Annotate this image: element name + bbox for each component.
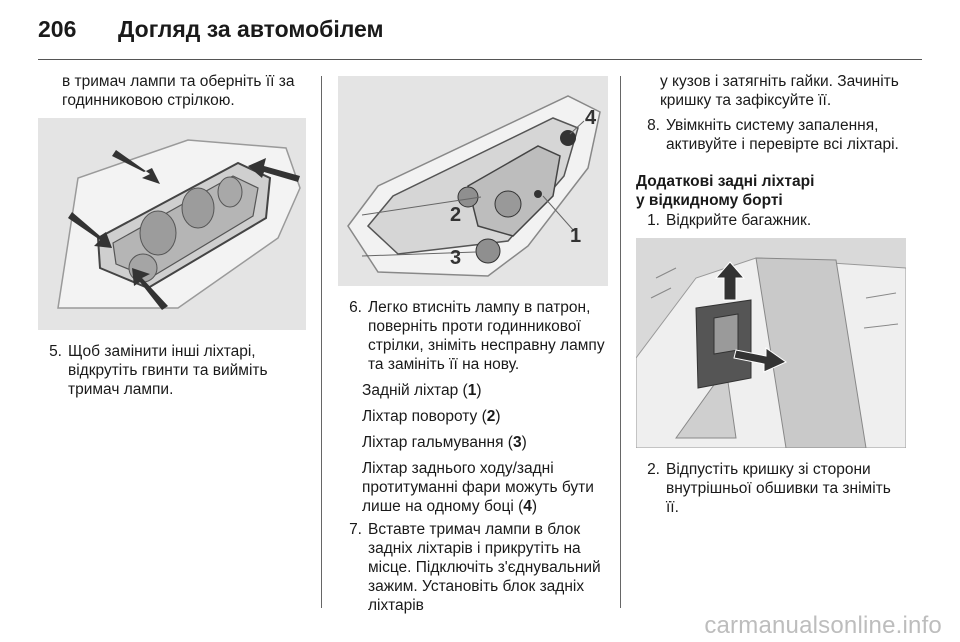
continued-text: у кузов і затягніть гайки. Зачиніть кришку та зафіксуйте її. bbox=[660, 73, 899, 109]
page-number: 206 bbox=[38, 16, 77, 42]
intro-text: в тримач лампи та оберніть її за годинниковою стрілкою. bbox=[62, 73, 295, 109]
step-6-text: Легко втисніть лампу в патрон, поверніть проти годинникової стрілки, зніміть несправну лампу та замініть її на нову. bbox=[368, 299, 605, 373]
lamp-tail: Задній ліхтар (1) bbox=[362, 382, 482, 399]
callout-4: 4 bbox=[585, 107, 597, 129]
step-8 bbox=[636, 116, 906, 154]
step-2-number: 2. bbox=[647, 461, 660, 478]
step-8-text: Увімкніть систему запалення, активуйте і перевірте всі ліхтарі. bbox=[666, 117, 899, 153]
step-8-number: 8. bbox=[647, 117, 660, 134]
watermark: carmanualsonline.info bbox=[704, 612, 942, 639]
figure-bulb-positions bbox=[338, 76, 608, 286]
step-2 bbox=[636, 460, 906, 517]
column-divider-right bbox=[620, 76, 621, 608]
column-2 bbox=[338, 76, 608, 615]
header-rule bbox=[38, 59, 922, 60]
callout-2: 2 bbox=[450, 204, 462, 226]
step-7-text: Вставте тримач лампи в блок задніх ліхтарів і прикрутіть на місце. Підключіть з'єднувальний зажим. Установіть блок задніх ліхтарів bbox=[368, 521, 601, 614]
figure-lamp-holder bbox=[38, 118, 306, 330]
figure-trunk-cover bbox=[636, 238, 906, 448]
step-5-text: Щоб замінити інші ліхтарі, відкрутіть гвинти та вийміть тримач лампи. bbox=[68, 343, 268, 398]
tail-lamp-illustration bbox=[338, 76, 608, 286]
column-divider-left bbox=[321, 76, 322, 608]
step-1-number: 1. bbox=[647, 212, 660, 229]
step-7-number: 7. bbox=[349, 521, 362, 538]
page-header bbox=[38, 16, 384, 43]
section-heading: Додаткові задні ліхтарі у відкидному борті bbox=[636, 173, 815, 209]
trunk-cover-illustration bbox=[636, 238, 906, 448]
column-3 bbox=[636, 72, 906, 517]
step-1-text: Відкрийте багажник. bbox=[666, 212, 812, 229]
step-1 bbox=[636, 211, 906, 230]
page-title: Догляд за автомобілем bbox=[118, 16, 384, 42]
lamp-holder-illustration bbox=[38, 118, 306, 330]
step-2-text: Відпустіть кришку зі сторони внутрішньої обшивки та зніміть її. bbox=[666, 461, 891, 516]
step-5-number: 5. bbox=[49, 343, 62, 360]
step-5 bbox=[38, 342, 306, 399]
column-1 bbox=[38, 72, 306, 399]
callout-1: 1 bbox=[570, 225, 582, 247]
step-6 bbox=[338, 298, 608, 374]
lamp-reverse-fog: Ліхтар заднього ходу/задні протитуманні фари можуть бути лише на одному боці (4) bbox=[362, 460, 594, 515]
lamp-brake: Ліхтар гальмування (3) bbox=[362, 434, 527, 451]
lamp-turn: Ліхтар повороту (2) bbox=[362, 408, 501, 425]
step-7 bbox=[338, 520, 608, 615]
callout-3: 3 bbox=[450, 247, 462, 269]
step-6-number: 6. bbox=[349, 299, 362, 316]
